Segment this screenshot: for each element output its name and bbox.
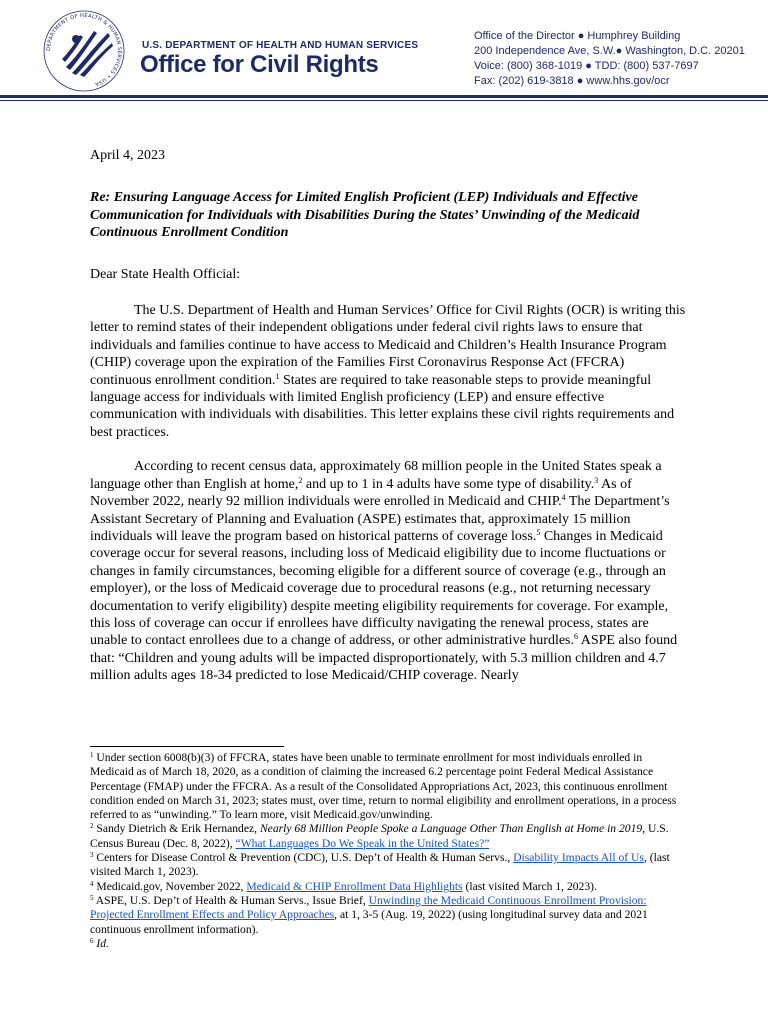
- office-name: Office for Civil Rights: [140, 51, 379, 78]
- salutation: Dear State Health Official:: [90, 266, 241, 282]
- paragraph-1: [90, 302, 688, 441]
- footnote-3: [90, 851, 688, 880]
- contact-line: Office of the Director ● Humphrey Building: [474, 30, 681, 42]
- paragraph-text: According to recent census data, approximately 68 million people in the United States speak a language other than English at home,: [90, 459, 662, 492]
- paragraph-text: ASPE also found that: “Children and young adults will be impacted disproportionately, with 5.3 million children and 4.7 million adults ages 18-34 predicted to lose Medicaid/CHIP coverage. Nearly: [90, 633, 678, 684]
- footnote-text: Centers for Disease Control & Prevention (CDC), U.S. Dep’t of Health & Human Servs.,: [93, 851, 514, 865]
- footnote-6: [90, 937, 688, 951]
- footnote-ref[interactable]: 2: [298, 475, 303, 485]
- contact-block: [474, 29, 745, 89]
- footnotes: [90, 751, 688, 951]
- subject-line: Re: Ensuring Language Access for Limited English Proficient (LEP) Individuals and Effective Communication for Individuals with Disabilities During the States’ Unwinding of the Medicaid Continuous Enrollment Condition: [90, 190, 640, 241]
- footnote-text: , at 1, 3-5 (Aug. 19, 2022) (using longitudinal survey data and 2021 continuous enrollment information).: [90, 908, 648, 936]
- footnote-1: [90, 751, 688, 822]
- letter-body: [90, 147, 688, 702]
- footnote-number: 3: [90, 851, 94, 860]
- paragraph-text: States are required to take reasonable steps to provide meaningful language access for individuals with limited English proficiency (LEP) and ensure effective communication with individuals with disabilities. This letter explains these civil rights requirements and best practices.: [90, 372, 675, 440]
- paragraph-text: The Department’s Assistant Secretary of Planning and Evaluation (ASPE) estimates that, approximately 15 million individuals will leave the program based on historical patterns of coverage loss.: [90, 494, 670, 544]
- footnote-text: , (last visited March 1, 2023).: [90, 851, 670, 879]
- footnote-number: 2: [90, 822, 94, 831]
- footnote-number: 4: [90, 879, 94, 888]
- letterhead: [0, 0, 768, 104]
- footnote-text: ASPE, U.S. Dep’t of Health & Human Servs., Issue Brief,: [93, 893, 369, 907]
- svg-text:DEPARTMENT OF HEALTH & HUMAN S: DEPARTMENT OF HEALTH & HUMAN SERVICES • USA: [45, 12, 123, 88]
- header-rule-thin: [0, 100, 768, 101]
- paragraph-text: As of November 2022, nearly 92 million individuals were enrolled in Medicaid and CHIP.: [90, 476, 632, 510]
- footnote-number: 1: [90, 751, 94, 759]
- footnote-2: [90, 822, 688, 851]
- paragraph-text: and up to 1 in 4 adults have some type of disability.: [302, 476, 595, 492]
- letter-date: April 4, 2023: [90, 148, 166, 163]
- footnote-text: , U.S. Census Bureau (Dec. 8, 2022),: [90, 822, 669, 850]
- footnote-text: (last visited March 1, 2023).: [462, 879, 597, 893]
- footnote-text: Medicaid.gov, November 2022,: [93, 879, 247, 893]
- paragraph-2: [90, 458, 688, 684]
- contact-line: Fax: (202) 619-3818 ● www.hhs.gov/ocr: [474, 75, 670, 87]
- footnote-ref[interactable]: 4: [561, 493, 566, 503]
- contact-line: 200 Independence Ave, S.W.● Washington, D.C. 20201: [474, 45, 745, 57]
- footnote-number: 6: [90, 936, 94, 945]
- footnote-divider: [90, 746, 284, 747]
- footnote-ref[interactable]: 6: [574, 632, 578, 642]
- footnote-ref[interactable]: 5: [536, 527, 541, 537]
- footnote-link[interactable]: “What Languages Do We Speak in the United States?”: [235, 836, 490, 850]
- footnote-ref[interactable]: 1: [275, 371, 280, 381]
- hhs-seal-icon: [42, 9, 126, 93]
- contact-line: Voice: (800) 368-1019 ● TDD: (800) 537-7697: [474, 60, 699, 72]
- paragraph-text: Changes in Medicaid coverage occur for several reasons, including loss of Medicaid eligibility due to income fluctuations or changes in family circumstances, becoming eligible for a different source of coverage (e.g., through an employer), or the loss of Medicaid coverage due to procedural reasons (e.g., not returning necessary documentation to verify eligibility) despite meeting eligibility requirements for coverage. For example, this loss of coverage can occur if enrollees have difficulty navigating the renewal process, states are unable to contact enrollees due to a change of address, or other administrative hurdles.: [90, 528, 669, 649]
- footnote-text: Under section 6008(b)(3) of FFCRA, states have been unable to terminate enrollment for most individuals enrolled in Medicaid as of March 18, 2020, as a condition of claiming the increased 6.2 percentage point Federal Medical Assistance Percentage (FMAP) under the FFCRA. As a result of the Consolidated Appropriations Act, 2023, this continuous enrollment condition ended on March 31, 2023; states must, over time, return to normal eligibility and enrollment operations, in a process referred to as “unwinding.” To learn more, visit Medicaid.gov/unwinding.: [90, 751, 677, 822]
- footnote-title: Nearly 68 Million People Spoke a Language Other Than English at Home in 2019: [259, 822, 643, 836]
- department-name: U.S. DEPARTMENT OF HEALTH AND HUMAN SERVICES: [142, 40, 419, 51]
- footnote-text: Sandy Dietrich & Erik Hernandez,: [93, 822, 260, 836]
- footnote-link[interactable]: Disability Impacts All of Us: [513, 851, 644, 865]
- footnote-ref[interactable]: 3: [594, 475, 599, 485]
- footnote-link[interactable]: Unwinding the Medicaid Continuous Enrollment Provision: Projected Enrollment Effects and Policy Approaches: [90, 893, 647, 922]
- footnote-4: [90, 880, 688, 894]
- footnote-number: 5: [90, 893, 94, 902]
- header-rule: [0, 95, 768, 98]
- paragraph-text: The U.S. Department of Health and Human Services’ Office for Civil Rights (OCR) is writing this letter to remind states of their independent obligations under federal civil rights laws to ensure that individuals and families continue to have access to Medicaid and Children’s Health Insurance Program (CHIP) coverage upon the expiration of the Families First Coronavirus Response Act (FFCRA) continuous enrollment condition.: [90, 303, 686, 388]
- footnote-link[interactable]: Medicaid & CHIP Enrollment Data Highlights: [246, 879, 463, 893]
- footnote-5: [90, 894, 688, 937]
- footnote-text: Id.: [93, 936, 109, 950]
